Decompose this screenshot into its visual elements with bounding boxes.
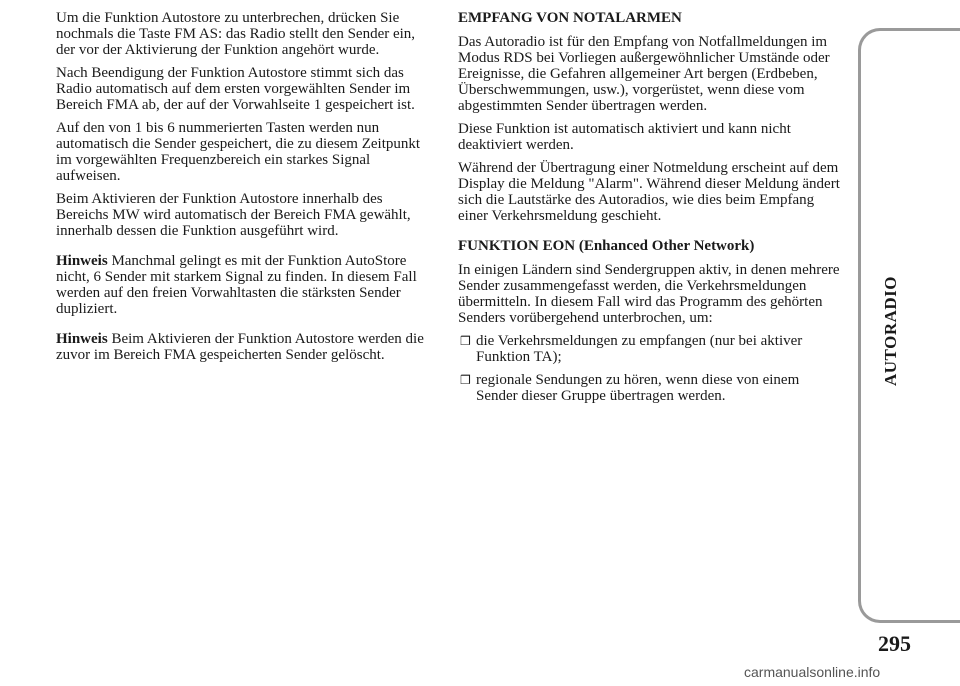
right-column (458, 10, 840, 411)
paragraph: Diese Funktion ist automatisch aktiviert und kann nicht deaktiviert werden. (458, 121, 791, 153)
checkbox-square-icon: ❒ (460, 373, 471, 387)
list-item-text: regionale Sendungen zu hören, wenn diese von einem Sender dieser Gruppe übertragen werden. (476, 372, 800, 404)
paragraph: Während der Übertragung einer Notmeldung erscheint auf dem Display die Meldung "Alarm". Während dieser Meldung ändert sich die Lautstärke des Autoradios, wie dies beim Empfang einer Verkehrsmeldung geschieht. (458, 160, 840, 224)
page-number: 295 (878, 631, 911, 656)
list-item-text: die Verkehrsmeldungen zu empfangen (nur bei aktiver Funktion TA); (476, 333, 803, 365)
section-heading: EMPFANG VON NOTALARMEN (458, 10, 682, 26)
paragraph: Nach Beendigung der Funktion Autostore stimmt sich das Radio automatisch auf dem ersten vorgewählten Sender im Bereich FMA ab, der auf der Vorwahlseite 1 gespeichert ist. (56, 65, 415, 113)
paragraph: Um die Funktion Autostore zu unterbrechen, drücken Sie nochmals die Taste FM AS: das Radio stellt den Sender ein, der vor der Aktivierung der Funktion angehört wurde. (56, 10, 416, 58)
chapter-tab (858, 28, 960, 623)
paragraph: Auf den von 1 bis 6 nummerierten Tasten werden nun automatisch die Sender gespeichert, die zu diesem Zeitpunkt im vorgewählten Frequenzbereich ein starkes Signal aufweisen. (56, 120, 421, 184)
list-item (458, 333, 840, 365)
paragraph: In einigen Ländern sind Sendergruppen aktiv, in denen mehrere Sender zusammengefasst werden, die Verkehrsmeldungen übermitteln. In diesem Fall wird das Programm des gehörten Senders vorübergehend unterbrochen, um: (458, 262, 840, 326)
note-paragraph (56, 253, 436, 317)
paragraph: Das Autoradio ist für den Empfang von Notfallmeldungen im Modus RDS bei Vorliegen außergewöhnlicher Umstände oder Ereignisse, die Gefahren allgemeiner Art bergen (Erdbeben, Überschwemmungen, usw.), vorgerüstet, wenn diese vom abgestimmten Sender übertragen werden. (458, 34, 830, 114)
note-label: Hinweis (56, 331, 108, 347)
note-text: Beim Aktivieren der Funktion Autostore werden die zuvor im Bereich FMA gespeicherten Sender gelöscht. (56, 331, 424, 363)
watermark: carmanualsonline.info (744, 664, 881, 680)
section-heading: FUNKTION EON (Enhanced Other Network) (458, 238, 755, 254)
note-text: Manchmal gelingt es mit der Funktion AutoStore nicht, 6 Sender mit starkem Signal zu finden. In diesem Fall werden auf den freien Vorwahltasten die stärksten Sender dupliziert. (56, 253, 417, 317)
paragraph: Beim Aktivieren der Funktion Autostore innerhalb des Bereichs MW wird automatisch der Bereich FMA gewählt, innerhalb dessen die Funktion ausgeführt wird. (56, 191, 411, 239)
note-label: Hinweis (56, 253, 108, 269)
chapter-title: AUTORADIO (881, 276, 901, 386)
chapter-tab-label (880, 276, 902, 386)
list-item (458, 372, 840, 404)
left-column (56, 10, 436, 370)
note-paragraph (56, 331, 436, 363)
checkbox-square-icon: ❒ (460, 334, 471, 348)
